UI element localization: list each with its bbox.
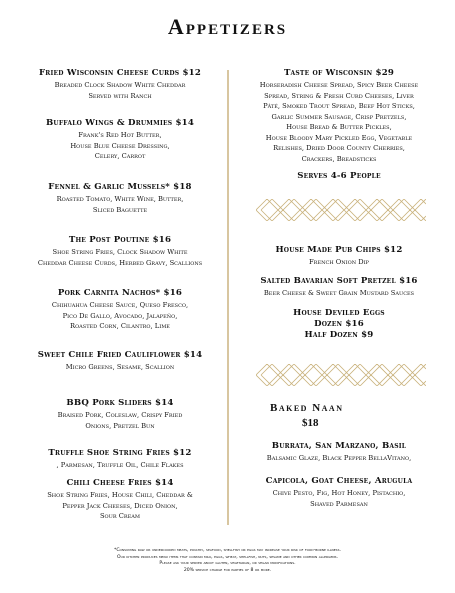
item-name: Fennel & Garlic Mussels* $18: [48, 182, 192, 192]
desc-line: Garlic Summer Sausage, Crisp Pretzels,: [271, 112, 407, 121]
desc-line: Shoe String Fries, Clock Shadow White: [52, 248, 188, 256]
menu-item: [240, 68, 438, 164]
desc-line: Served with Ranch: [88, 91, 152, 100]
item-name: Dozen $16: [314, 319, 364, 329]
desc-line: Shoe String Fries, House Chili, Cheddar &: [47, 491, 193, 499]
item-desc: [22, 130, 218, 162]
desc-line: French Onion Dip: [309, 258, 369, 266]
item-name: House Deviled Eggs: [293, 308, 385, 318]
desc-line: Pico De Gallo, Avocado, Jalapeño,: [62, 311, 178, 320]
desc-line: Sour Cream: [99, 512, 141, 520]
footer-line: *Consuming raw or undercooked meats, poultry, seafood, shellfish or eggs may increase your risk of food-borne illness.: [114, 548, 341, 553]
desc-line: House Bread & Butter Pickles,: [286, 123, 392, 131]
desc-line: House Blue Cheese Dressing,: [70, 141, 170, 150]
footer-line: Our kitchen produces menu items that contain milk, eggs, wheat, shellfish, nuts, sesame and other common allergens.: [117, 554, 338, 560]
item-desc: [240, 257, 438, 268]
item-desc: [240, 288, 438, 299]
item-name: House Made Pub Chips $12: [275, 245, 403, 255]
item-name: Capicola, Goat Cheese, Arugula: [265, 476, 413, 486]
desc-line: Braised Pork, Coleslaw, Crispy Fried: [57, 411, 183, 419]
menu-item: [240, 245, 438, 268]
desc-line: Onions, Pretzel Bun: [85, 421, 155, 430]
item-name: BBQ Pork Sliders $14: [66, 398, 174, 408]
item-desc: [240, 488, 438, 509]
menu-item: [22, 448, 218, 471]
item-name: Fried Wisconsin Cheese Curds $12: [38, 68, 202, 78]
desc-line: Chive Pesto, Fig, Hot Honey, Pistachio,: [272, 489, 406, 497]
item-desc: [240, 453, 438, 464]
item-name: Burrata, San Marzano, Basil: [271, 441, 407, 451]
item-name: Half Dozen $9: [304, 330, 374, 340]
menu-item: [22, 182, 218, 215]
menu-item: [240, 171, 438, 182]
menu-item: [240, 476, 438, 509]
menu-item: [22, 235, 218, 268]
desc-line: Roasted Tomato, White Wine, Butter,: [56, 195, 184, 203]
item-name: The Post Poutine $16: [68, 235, 172, 245]
menu-item: [22, 398, 218, 431]
naan-price: $18: [302, 417, 319, 429]
footer-notice: [0, 548, 455, 574]
footer-line: Please ask your server about gluten, vegetarian, or vegan modifications.: [159, 561, 296, 567]
menu-item: [240, 276, 438, 299]
desc-line: Micro Greens, Sesame, Scallion: [65, 363, 175, 371]
item-name: Truffle Shoe String Fries $12: [48, 448, 192, 458]
desc-line: Beer Cheese & Sweet Grain Mustard Sauces: [263, 289, 415, 297]
item-name: Serves 4-6 People: [297, 171, 381, 181]
desc-line: Roasted Corn, Cilantro, Lime: [70, 322, 170, 330]
item-name: Taste of Wisconsin $29: [283, 68, 395, 78]
desc-line: Chihuahua Cheese Sauce, Queso Fresco,: [51, 301, 189, 309]
item-desc: [22, 247, 218, 268]
item-desc: [22, 80, 218, 101]
menu-item: [240, 441, 438, 464]
item-name: Salted Bavarian Soft Pretzel $16: [260, 276, 418, 286]
menu-item: [22, 350, 218, 373]
column-divider: [227, 70, 229, 525]
section-title-naan: Baked Naan: [270, 402, 344, 414]
desc-line: Relishes, Dried Door County Cherries,: [273, 144, 405, 152]
desc-line: Frank's Red Hot Butter,: [78, 131, 162, 139]
desc-line: Cheddar Cheese Curds, Herbed Gravy, Scallions: [37, 258, 203, 267]
menu-item: [22, 118, 218, 162]
desc-line: Shaved Parmesan: [310, 499, 368, 508]
menu-item: [240, 308, 438, 341]
page-title: Appetizers: [167, 14, 288, 39]
item-desc: [22, 194, 218, 215]
item-desc: [22, 460, 218, 471]
desc-line: Celery, Carrot: [94, 152, 146, 160]
left-column: [22, 0, 218, 593]
item-desc: [22, 410, 218, 431]
desc-line: Pepper Jack Cheeses, Diced Onion,: [62, 501, 178, 510]
desc-line: Spread, String & Fresh Curd Cheeses, Liver: [264, 91, 414, 100]
item-name: Pork Carnita Nachos* $16: [57, 288, 183, 298]
item-name: Buffalo Wings & Drummies $14: [45, 118, 195, 128]
footer-line: 20% service charge for parties of 8 or more.: [183, 567, 272, 573]
desc-line: Balsamic Glaze, Black Pepper BellaVitano,: [266, 454, 412, 462]
desc-line: Horseradish Cheese Spread, Spicy Beer Cheese: [259, 81, 419, 89]
item-desc: [240, 80, 438, 164]
desc-line: House Bloody Mary Pickled Egg, Vegetable: [265, 133, 413, 142]
desc-line: Sliced Baguette: [92, 205, 148, 214]
desc-line: Breaded Clock Shadow White Cheddar: [54, 81, 186, 89]
menu-item: [22, 288, 218, 332]
desc-line: , Parmesan, Truffle Oil, Chile Flakes: [56, 461, 184, 469]
desc-line: Crackers, Breadsticks: [301, 154, 377, 163]
item-desc: [22, 362, 218, 373]
diamond-ornament-icon: [256, 364, 426, 386]
menu-item: [22, 478, 218, 522]
right-column: [240, 0, 438, 593]
item-name: Chili Cheese Fries $14: [66, 478, 174, 488]
item-name: Sweet Chile Fried Cauliflower $14: [37, 350, 203, 360]
item-desc: [22, 490, 218, 522]
menu-item: [22, 68, 218, 101]
item-desc: [22, 300, 218, 332]
desc-line: Pâté, Smoked Trout Spread, Beef Hot Sticks,: [263, 102, 415, 110]
diamond-ornament-icon: [256, 199, 426, 221]
